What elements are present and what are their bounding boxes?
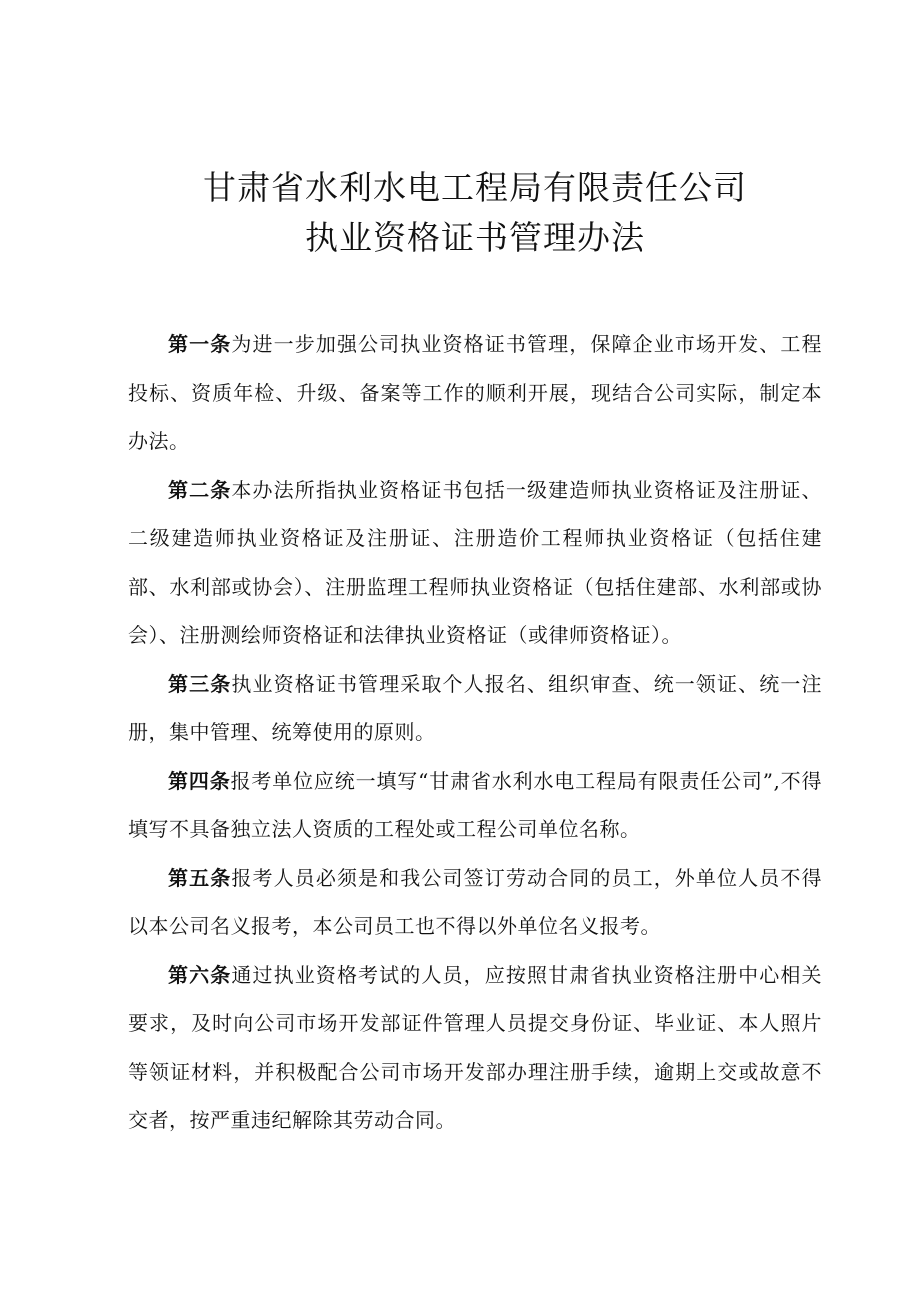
article-1 — [128, 320, 822, 466]
article-text: 通过执业资格考试的人员，应按照甘肃省执业资格注册中心相关要求，及时向公司市场开发部证件管理人员提交身份证、毕业证、本人照片等领证材料，并积极配合公司市场开发部办理注册手续，逾期上交或故意不交者，按严重违纪解除其劳动合同。 — [128, 962, 823, 1132]
title-line-2: 执业资格证书管理办法 — [305, 218, 645, 257]
article-4 — [128, 757, 822, 854]
article-5 — [128, 854, 822, 951]
article-heading: 第六条 — [168, 962, 232, 987]
article-3 — [128, 660, 822, 757]
document-title — [128, 163, 822, 263]
title-line-1: 甘肃省水利水电工程局有限责任公司 — [203, 168, 747, 207]
article-2 — [128, 466, 822, 660]
article-heading: 第四条 — [168, 768, 231, 793]
article-heading: 第三条 — [168, 671, 232, 696]
article-text: 报考人员必须是和我公司签订劳动合同的员工，外单位人员不得以本公司名义报考，本公司员工也不得以外单位名义报考。 — [128, 865, 823, 938]
article-6 — [128, 951, 822, 1145]
document-body — [128, 320, 822, 1145]
article-heading: 第五条 — [168, 865, 232, 890]
article-text: 执业资格证书管理采取个人报名、组织审查、统一领证、统一注册，集中管理、统筹使用的原则。 — [128, 671, 823, 744]
article-heading: 第二条 — [168, 477, 232, 502]
article-heading: 第一条 — [168, 332, 232, 356]
article-text: 为进一步加强公司执业资格证书管理，保障企业市场开发、工程投标、资质年检、升级、备案等工作的顺利开展，现结合公司实际，制定本办法。 — [128, 332, 823, 453]
article-text: 本办法所指执业资格证书包括一级建造师执业资格证及注册证、二级建造师执业资格证及注册证、注册造价工程师执业资格证（包括住建部、水利部或协会）、注册监理工程师执业资格证（包括住建部、水利部或协会）、注册测绘师资格证和法律执业资格证（或律师资格证）。 — [128, 477, 823, 647]
article-text: 报考单位应统一填写“甘肃省水利水电工程局有限责任公司”,不得填写不具备独立法人资质的工程处或工程公司单位名称。 — [128, 768, 823, 841]
